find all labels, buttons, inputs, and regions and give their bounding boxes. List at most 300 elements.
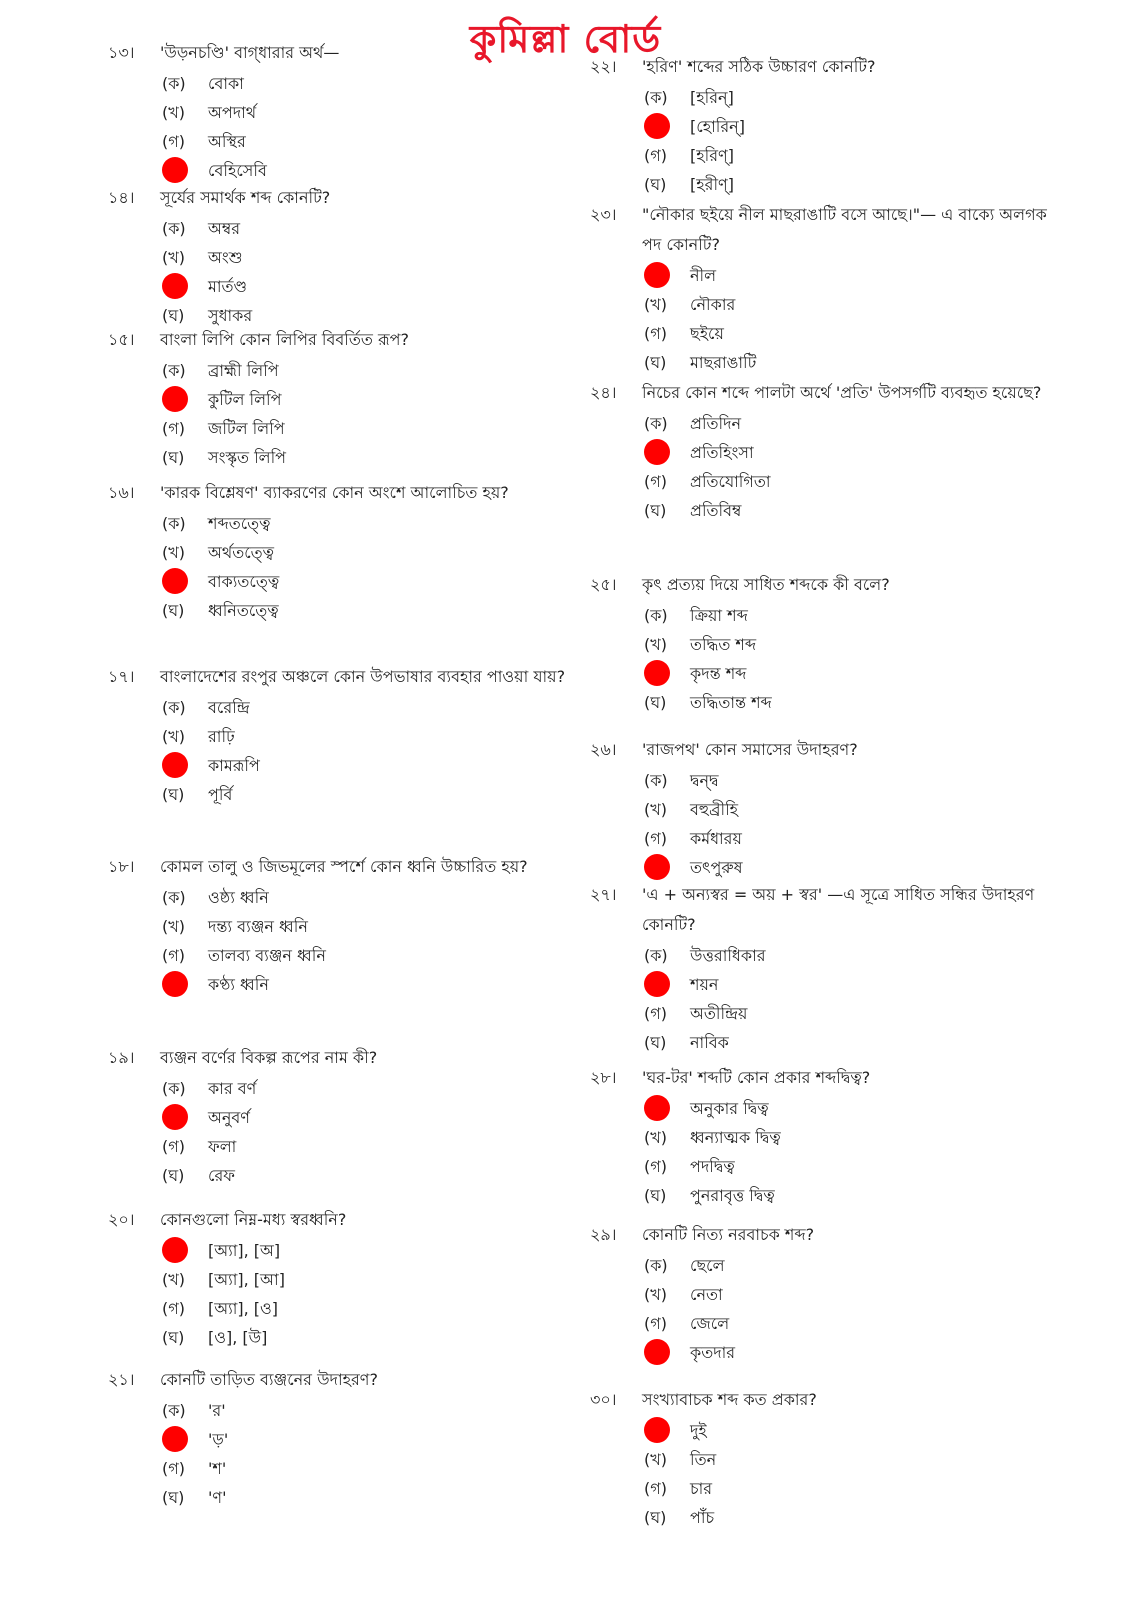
option-label: (ঘ) <box>162 448 185 467</box>
option-label: (ঘ) <box>162 306 185 325</box>
question-item <box>108 1365 578 1513</box>
option-list <box>644 1417 1060 1533</box>
option-text: ওষ্ঠ্য ধ্বনি <box>208 888 269 907</box>
option-text: কর্মধারয় <box>690 829 742 848</box>
option-list <box>644 84 1060 200</box>
option-text: বহুব্রীহি <box>690 800 739 819</box>
option-list <box>162 70 578 186</box>
question-text: 'রাজপথ' কোন সমাসের উদাহরণ? <box>642 740 858 759</box>
option-text: অতীন্দ্রিয় <box>690 1004 748 1023</box>
red-dot-icon <box>644 660 670 686</box>
option-label: (গ) <box>644 146 667 165</box>
question-number: ২৯। <box>590 1225 617 1244</box>
option-text: অনুকার দ্বিত্ব <box>690 1099 769 1118</box>
option-text: মার্তণ্ড <box>208 277 248 296</box>
option-text: [হরিন্] <box>690 88 734 107</box>
question-number: ১৫। <box>108 330 135 349</box>
correct-answer-marker <box>644 1417 690 1447</box>
option-text: [হরিণ্] <box>690 146 734 165</box>
red-dot-icon <box>644 854 670 880</box>
question-header <box>108 1365 578 1395</box>
correct-answer-marker <box>162 1237 208 1267</box>
option-item <box>162 723 578 752</box>
option-text: কৃতদার <box>690 1343 736 1362</box>
red-dot-icon <box>644 113 670 139</box>
option-label: (খ) <box>162 543 185 562</box>
option-text: রাঢ়ি <box>208 727 235 746</box>
option-label: (ঘ) <box>644 1033 667 1052</box>
red-dot-icon <box>162 1237 188 1263</box>
option-item <box>162 1426 578 1455</box>
option-text: বেহিসেবি <box>208 161 267 180</box>
correct-answer-marker <box>644 854 690 884</box>
option-label: (ক) <box>644 946 668 965</box>
correct-answer-marker <box>644 1339 690 1369</box>
option-item <box>162 1104 578 1133</box>
option-item <box>644 84 1060 113</box>
option-label: (ক) <box>162 698 186 717</box>
question-header <box>590 200 1060 260</box>
option-list <box>162 1397 578 1513</box>
option-text: পদদ্বিত্ব <box>690 1157 735 1176</box>
question-text: কোমল তালু ও জিভমূলের স্পর্শে কোন ধ্বনি উচ্চারিত হয়? <box>160 857 528 876</box>
question-text: সংখ্যাবাচক শব্দ কত প্রকার? <box>642 1390 817 1409</box>
option-label: (ক) <box>644 771 668 790</box>
question-number: ২৩। <box>590 205 617 224</box>
left-question-column <box>108 0 588 1600</box>
option-text: দ্বন্দ্ব <box>690 771 719 790</box>
question-item <box>108 325 578 473</box>
question-number: ১৮। <box>108 857 135 876</box>
option-item <box>162 1075 578 1104</box>
option-label: (ক) <box>162 888 186 907</box>
option-text: প্রতিযোগিতা <box>690 472 771 491</box>
option-label: (ক) <box>644 414 668 433</box>
option-label: (ঘ) <box>644 501 667 520</box>
option-label: (ক) <box>162 74 186 93</box>
option-text: তিন <box>690 1450 717 1469</box>
option-item <box>644 349 1060 378</box>
red-dot-icon <box>644 439 670 465</box>
option-item <box>162 884 578 913</box>
option-text: রেফ <box>208 1166 235 1185</box>
option-item <box>162 128 578 157</box>
option-text: তালব্য ব্যঞ্জন ধ্বনি <box>208 946 326 965</box>
option-text: ধ্বনিতত্ত্বে <box>208 601 279 620</box>
option-text: [হোরিন্] <box>690 117 745 136</box>
question-item <box>108 662 578 810</box>
option-text: কার বর্ণ <box>208 1079 257 1098</box>
correct-answer-marker <box>644 262 690 292</box>
option-text: নৌকার <box>690 295 736 314</box>
option-label: (খ) <box>162 917 185 936</box>
option-label: (ঘ) <box>162 1488 185 1507</box>
option-item <box>644 1029 1060 1058</box>
option-item <box>162 913 578 942</box>
option-text: শব্দতত্ত্বে <box>208 514 271 533</box>
option-item <box>162 752 578 781</box>
question-item <box>590 1220 1060 1368</box>
option-text: প্রতিদিন <box>690 414 742 433</box>
option-label: (খ) <box>644 1128 667 1147</box>
red-dot-icon <box>162 386 188 412</box>
option-item <box>162 1324 578 1353</box>
question-number: ২৬। <box>590 740 617 759</box>
option-item <box>162 357 578 386</box>
question-text: "নৌকার ছইয়ে নীল মাছরাঙাটি বসে আছে।"— এ বাক্যে অলগক পদ কোনটি? <box>642 205 1047 254</box>
red-dot-icon <box>162 1104 188 1130</box>
option-list <box>162 1237 578 1353</box>
question-number: ২৮। <box>590 1068 617 1087</box>
option-text: ছইয়ে <box>690 324 724 343</box>
option-item <box>162 1295 578 1324</box>
option-item <box>644 1182 1060 1211</box>
option-item <box>162 1237 578 1266</box>
question-header <box>108 478 578 508</box>
option-item <box>162 386 578 415</box>
option-item <box>162 694 578 723</box>
option-text: চার <box>690 1479 713 1498</box>
question-header <box>108 38 578 68</box>
option-text: তদ্ধিত শব্দ <box>690 635 757 654</box>
option-item <box>644 689 1060 718</box>
option-item <box>162 444 578 473</box>
option-label: (ক) <box>162 361 186 380</box>
option-text: 'ণ' <box>208 1488 227 1507</box>
option-list <box>644 1095 1060 1211</box>
red-dot-icon <box>644 1417 670 1443</box>
option-label: (গ) <box>644 829 667 848</box>
option-list <box>644 262 1060 378</box>
option-list <box>162 694 578 810</box>
question-item <box>590 200 1060 378</box>
correct-answer-marker <box>162 752 208 782</box>
option-label: (ঘ) <box>644 1186 667 1205</box>
question-text: কোনটি তাড়িত ব্যঞ্জনের উদাহরণ? <box>160 1370 378 1389</box>
correct-answer-marker <box>162 1104 208 1134</box>
option-item <box>162 273 578 302</box>
question-text: বাংলা লিপি কোন লিপির বিবর্তিত রূপ? <box>160 330 409 349</box>
option-item <box>644 291 1060 320</box>
question-item <box>108 38 578 186</box>
correct-answer-marker <box>644 660 690 690</box>
option-text: তৎপুরুষ <box>690 858 743 877</box>
option-item <box>644 320 1060 349</box>
question-text: 'হরিণ' শব্দের সঠিক উচ্চারণ কোনটি? <box>642 57 876 76</box>
question-number: ৩০। <box>590 1390 617 1409</box>
option-text: জটিল লিপি <box>208 419 285 438</box>
option-item <box>644 1504 1060 1533</box>
question-header <box>108 852 578 882</box>
question-item <box>590 570 1060 718</box>
correct-answer-marker <box>644 1095 690 1125</box>
option-label: (খ) <box>162 248 185 267</box>
option-label: (গ) <box>162 946 185 965</box>
option-text: কামরূপি <box>208 756 260 775</box>
option-text: 'র' <box>208 1401 226 1420</box>
question-item <box>590 880 1060 1058</box>
question-text: 'এ + অন্যস্বর = অয় + স্বর' —এ সূত্রে সাধিত সন্ধির উদাহরণ কোনটি? <box>642 885 1035 934</box>
option-item <box>644 767 1060 796</box>
option-text: নাবিক <box>690 1033 729 1052</box>
option-item <box>644 1095 1060 1124</box>
option-text: [অ্যা], [অ] <box>208 1241 281 1260</box>
option-text: অংশু <box>208 248 243 267</box>
option-label: (গ) <box>644 1314 667 1333</box>
question-text: সূর্যের সমার্থক শব্দ কোনটি? <box>160 188 331 207</box>
option-list <box>162 884 578 1000</box>
option-label: (গ) <box>644 1157 667 1176</box>
option-label: (ঘ) <box>644 353 667 372</box>
option-item <box>644 1475 1060 1504</box>
option-text: [হরীণ্] <box>690 175 734 194</box>
option-item <box>162 1266 578 1295</box>
question-text: ব্যঞ্জন বর্ণের বিকল্প রূপের নাম কী? <box>160 1048 378 1067</box>
correct-answer-marker <box>162 386 208 416</box>
option-item <box>162 415 578 444</box>
option-item <box>162 70 578 99</box>
option-item <box>644 262 1060 291</box>
option-label: (গ) <box>644 324 667 343</box>
question-item <box>108 1205 578 1353</box>
question-header <box>108 1043 578 1073</box>
option-text: ফলা <box>208 1137 237 1156</box>
question-text: কোনগুলো নিম্ন-মধ্য স্বরধ্বনি? <box>160 1210 347 1229</box>
question-text: নিচের কোন শব্দে পালটা অর্থে 'প্রতি' উপসর্গটি ব্যবহৃত হয়েছে? <box>642 383 1042 402</box>
option-text: কুটিল লিপি <box>208 390 282 409</box>
option-text: অম্বর <box>208 219 241 238</box>
option-item <box>162 99 578 128</box>
correct-answer-marker <box>162 971 208 1001</box>
option-label: (গ) <box>162 132 185 151</box>
correct-answer-marker <box>162 1426 208 1456</box>
question-item <box>108 478 578 626</box>
option-list <box>644 410 1060 526</box>
option-item <box>644 660 1060 689</box>
option-list <box>644 942 1060 1058</box>
option-item <box>644 1124 1060 1153</box>
question-text: 'ঘর-টর' শব্দটি কোন প্রকার শব্দদ্বিত্ব? <box>642 1068 871 1087</box>
option-item <box>162 1162 578 1191</box>
option-text: বাক্যতত্ত্বে <box>208 572 280 591</box>
option-label: (ঘ) <box>644 1508 667 1527</box>
question-header <box>590 52 1060 82</box>
option-label: (গ) <box>162 1299 185 1318</box>
option-text: অপদার্থ <box>208 103 257 122</box>
option-item <box>644 497 1060 526</box>
option-label: (খ) <box>644 1450 667 1469</box>
option-item <box>162 1397 578 1426</box>
option-item <box>644 854 1060 883</box>
option-label: (ঘ) <box>162 785 185 804</box>
option-label: (ক) <box>162 1401 186 1420</box>
option-item <box>162 215 578 244</box>
red-dot-icon <box>162 1426 188 1452</box>
option-label: (ক) <box>162 514 186 533</box>
option-text: নেতা <box>690 1285 723 1304</box>
red-dot-icon <box>644 1095 670 1121</box>
question-number: ২৭। <box>590 885 617 904</box>
question-text: 'কারক বিশ্লেষণ' ব্যাকরণের কোন অংশে আলোচিত হয়? <box>160 483 509 502</box>
red-dot-icon <box>162 273 188 299</box>
option-list <box>644 1252 1060 1368</box>
option-item <box>644 1446 1060 1475</box>
option-text: বোকা <box>208 74 244 93</box>
question-text: কৃৎ প্রত্যয় দিয়ে সাধিত শব্দকে কী বলে? <box>642 575 890 594</box>
option-item <box>162 510 578 539</box>
option-item <box>644 796 1060 825</box>
question-number: ১৩। <box>108 43 135 62</box>
option-text: ব্রাহ্মী লিপি <box>208 361 279 380</box>
option-item <box>644 1000 1060 1029</box>
right-question-column <box>590 0 1070 1600</box>
option-item <box>644 468 1060 497</box>
option-item <box>644 410 1060 439</box>
red-dot-icon <box>162 568 188 594</box>
option-item <box>162 971 578 1000</box>
correct-answer-marker <box>644 439 690 469</box>
option-item <box>162 1455 578 1484</box>
option-text: ছেলে <box>690 1256 725 1275</box>
question-item <box>590 1385 1060 1533</box>
correct-answer-marker <box>162 568 208 598</box>
option-item <box>644 602 1060 631</box>
option-item <box>644 1417 1060 1446</box>
option-item <box>644 942 1060 971</box>
option-text: মাছরাঙাটি <box>690 353 757 372</box>
option-list <box>162 215 578 331</box>
option-text: উত্তরাধিকার <box>690 946 766 965</box>
option-item <box>162 244 578 273</box>
question-item <box>590 378 1060 526</box>
question-item <box>590 52 1060 200</box>
option-item <box>644 1310 1060 1339</box>
option-item <box>644 1252 1060 1281</box>
question-number: ২৪। <box>590 383 617 402</box>
red-dot-icon <box>644 971 670 997</box>
option-text: 'ড়' <box>208 1430 229 1449</box>
option-label: (গ) <box>162 1137 185 1156</box>
question-text: 'উড়নচণ্ডি' বাগ্‌ধারার অর্থ— <box>160 43 340 62</box>
option-label: (গ) <box>644 1479 667 1498</box>
option-list <box>162 510 578 626</box>
option-text: জেলে <box>690 1314 730 1333</box>
option-label: (ক) <box>644 1256 668 1275</box>
question-header <box>590 570 1060 600</box>
option-item <box>644 825 1060 854</box>
red-dot-icon <box>644 1339 670 1365</box>
option-text: সংস্কৃত লিপি <box>208 448 287 467</box>
option-item <box>162 157 578 186</box>
option-list <box>162 357 578 473</box>
option-text: ধ্বন্যাত্মক দ্বিত্ব <box>690 1128 781 1147</box>
option-item <box>644 171 1060 200</box>
question-text: বাংলাদেশের রংপুর অঞ্চলে কোন উপভাষার ব্যবহার পাওয়া যায়? <box>160 667 566 686</box>
option-text: সুধাকর <box>208 306 253 325</box>
option-text: অনুবর্ণ <box>208 1108 250 1127</box>
question-header <box>590 1063 1060 1093</box>
option-label: (খ) <box>644 800 667 819</box>
question-number: ২৫। <box>590 575 617 594</box>
question-item <box>590 1063 1060 1211</box>
option-item <box>644 631 1060 660</box>
question-header <box>590 378 1060 408</box>
option-label: (ক) <box>644 88 668 107</box>
question-header <box>590 735 1060 765</box>
question-number: ১৭। <box>108 667 135 686</box>
option-item <box>644 142 1060 171</box>
red-dot-icon <box>162 157 188 183</box>
option-text: [অ্যা], [ও] <box>208 1299 279 1318</box>
correct-answer-marker <box>644 113 690 143</box>
option-text: বরেন্দ্রি <box>208 698 250 717</box>
option-text: পুনরাবৃত্ত দ্বিত্ব <box>690 1186 775 1205</box>
question-item <box>590 735 1060 883</box>
option-item <box>162 1133 578 1162</box>
question-header <box>108 662 578 692</box>
option-label: (গ) <box>162 419 185 438</box>
option-item <box>644 1339 1060 1368</box>
option-text: পাঁচ <box>690 1508 715 1527</box>
option-text: দন্ত্য ব্যঞ্জন ধ্বনি <box>208 917 308 936</box>
option-label: (গ) <box>644 1004 667 1023</box>
question-text: কোনটি নিত্য নরবাচক শব্দ? <box>642 1225 815 1244</box>
option-label: (ঘ) <box>644 693 667 712</box>
option-label: (গ) <box>644 472 667 491</box>
option-label: (ঘ) <box>162 1166 185 1185</box>
option-text: কণ্ঠ্য ধ্বনি <box>208 975 269 994</box>
question-header <box>590 1220 1060 1250</box>
question-item <box>108 852 578 1000</box>
question-header <box>590 1385 1060 1415</box>
question-number: ১৯। <box>108 1048 135 1067</box>
option-label: (ক) <box>644 606 668 625</box>
option-label: (ঘ) <box>644 175 667 194</box>
option-text: অস্থির <box>208 132 246 151</box>
question-header <box>108 325 578 355</box>
question-number: ২১। <box>108 1370 135 1389</box>
option-text: দুই <box>690 1421 707 1440</box>
option-text: তদ্ধিতান্ত শব্দ <box>690 693 772 712</box>
option-text: নীল <box>690 266 717 285</box>
option-label: (খ) <box>644 295 667 314</box>
option-label: (খ) <box>644 1285 667 1304</box>
option-item <box>162 781 578 810</box>
correct-answer-marker <box>162 273 208 303</box>
option-label: (ক) <box>162 1079 186 1098</box>
question-item <box>108 183 578 331</box>
option-text: [অ্যা], [আ] <box>208 1270 285 1289</box>
option-item <box>162 942 578 971</box>
option-text: [ও], [উ] <box>208 1328 268 1347</box>
option-item <box>644 1281 1060 1310</box>
question-number: ১৬। <box>108 483 135 502</box>
option-text: অর্থতত্ত্বে <box>208 543 275 562</box>
option-item <box>644 1153 1060 1182</box>
question-number: ২২। <box>590 57 617 76</box>
option-label: (খ) <box>162 1270 185 1289</box>
option-text: কৃদন্ত শব্দ <box>690 664 747 683</box>
board-title: কুমিল্লা বোর্ড <box>469 16 662 61</box>
red-dot-icon <box>162 752 188 778</box>
option-item <box>162 539 578 568</box>
option-list <box>162 1075 578 1191</box>
option-text: 'শ' <box>208 1459 227 1478</box>
correct-answer-marker <box>644 971 690 1001</box>
option-text: প্রতিহিংসা <box>690 443 754 462</box>
option-text: ক্রিয়া শব্দ <box>690 606 748 625</box>
option-text: শয়ন <box>690 975 719 994</box>
